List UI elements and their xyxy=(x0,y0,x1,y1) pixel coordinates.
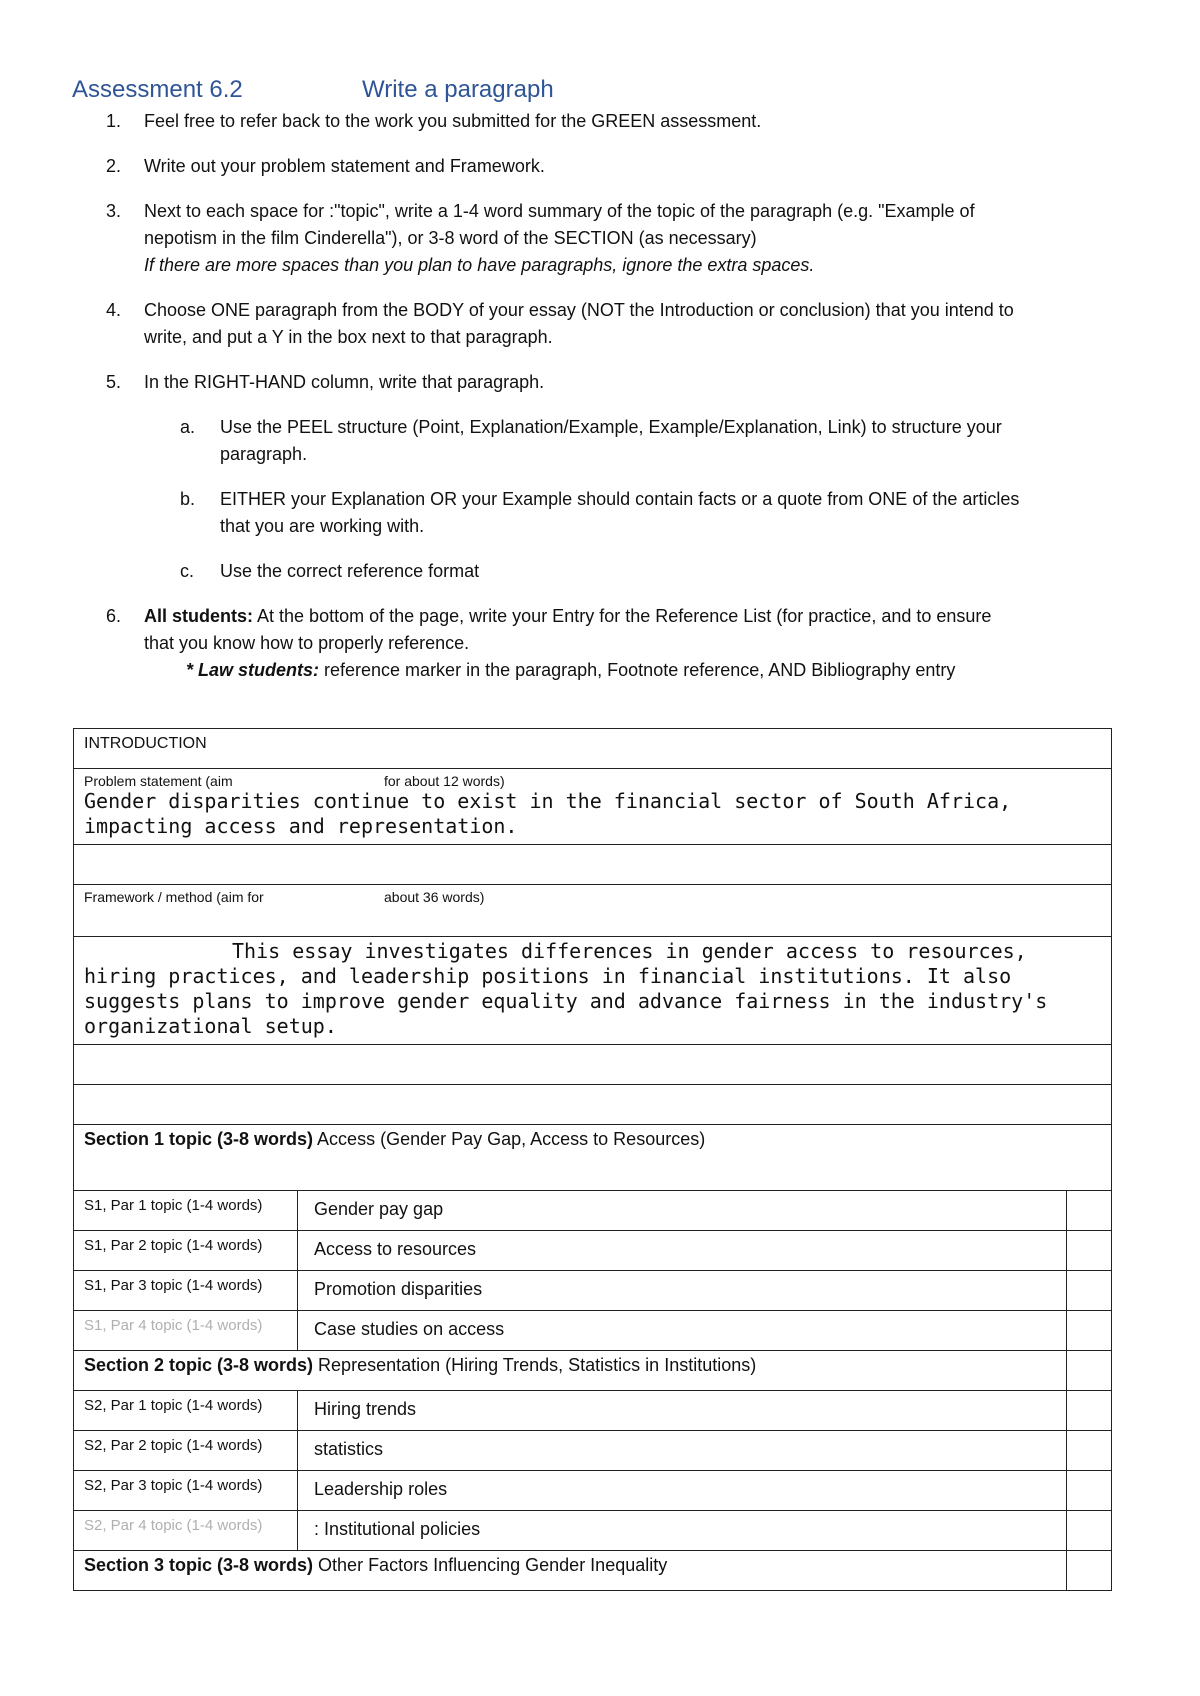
table-row xyxy=(74,885,1112,937)
s1-par1-topic[interactable]: Gender pay gap xyxy=(298,1191,1067,1231)
section-1-topic[interactable]: Section 1 topic (3-8 words) Access (Gender Pay Gap, Access to Resources) xyxy=(74,1125,1112,1191)
table-row: S2, Par 2 topic (1-4 words) statistics xyxy=(74,1431,1112,1471)
s2-par2-topic[interactable]: statistics xyxy=(298,1431,1067,1471)
instruction-step: 6. All students: At the bottom of the page, write your Entry for the Reference List (for practice, and to ensure that you know how to properly reference. * Law students: reference marker in the paragraph, Footnote reference, AND Bibliography entry xyxy=(106,606,992,680)
table-row: S2, Par 4 topic (1-4 words) : Institutional policies xyxy=(74,1511,1112,1551)
instruction-step: 2. Write out your problem statement and Framework. xyxy=(106,156,545,176)
assessment-title: Write a paragraph xyxy=(362,76,554,103)
table-row xyxy=(74,769,1112,845)
framework-text: This essay investigates differences in gender access to resources, hiring practices, and leadership positions in financial institutions. It also suggests plans to improve gender equality and advance fairness in the industry's organizational setup. xyxy=(84,939,1048,1038)
empty-row[interactable] xyxy=(74,845,1112,885)
select-box[interactable] xyxy=(1067,1351,1112,1391)
s2-par4-topic[interactable]: : Institutional policies xyxy=(298,1511,1067,1551)
paragraph-planning-table xyxy=(73,728,1112,1591)
table-row xyxy=(74,1045,1112,1085)
problem-statement-cell[interactable]: Problem statement (aim for about 12 words) Gender disparities continue to exist in the financial sector of South Africa, impacting access and representation. xyxy=(74,769,1112,845)
section-2-topic[interactable]: Section 2 topic (3-8 words) Representation (Hiring Trends, Statistics in Institutions) xyxy=(74,1351,1067,1391)
table-row: S1, Par 1 topic (1-4 words) Gender pay gap xyxy=(74,1191,1112,1231)
instruction-substep: a. Use the PEEL structure (Point, Explanation/Example, Example/Explanation, Link) to structure your paragraph. xyxy=(180,417,1002,464)
select-box[interactable] xyxy=(1067,1271,1112,1311)
select-box[interactable] xyxy=(1067,1551,1112,1591)
assessment-number: Assessment 6.2 xyxy=(72,76,243,103)
s1-par2-topic[interactable]: Access to resources xyxy=(298,1231,1067,1271)
select-box[interactable] xyxy=(1067,1471,1112,1511)
framework-label-cell: Framework / method (aim for about 36 words) xyxy=(74,885,1112,937)
framework-cell[interactable] xyxy=(74,937,1112,1045)
s1-par4-topic[interactable]: Case studies on access xyxy=(298,1311,1067,1351)
problem-statement-text: Gender disparities continue to exist in the financial sector of South Africa, impacting access and representation. xyxy=(84,789,1012,838)
table-row xyxy=(74,729,1112,769)
s2-par3-topic[interactable]: Leadership roles xyxy=(298,1471,1067,1511)
section-3-row xyxy=(74,1551,1112,1591)
section-2-row xyxy=(74,1351,1112,1391)
select-box[interactable] xyxy=(1067,1311,1112,1351)
instruction-step: 1. Feel free to refer back to the work you submitted for the GREEN assessment. xyxy=(106,111,762,131)
select-box[interactable] xyxy=(1067,1191,1112,1231)
instruction-substep: c. Use the correct reference format xyxy=(180,561,480,581)
instructions-list xyxy=(106,108,1136,702)
s1-par3-topic[interactable]: Promotion disparities xyxy=(298,1271,1067,1311)
empty-row[interactable] xyxy=(74,1085,1112,1125)
table-row: S2, Par 3 topic (1-4 words) Leadership roles xyxy=(74,1471,1112,1511)
table-row: S1, Par 4 topic (1-4 words) Case studies on access xyxy=(74,1311,1112,1351)
instruction-step: 3. Next to each space for :"topic", write a 1-4 word summary of the topic of the paragraph (e.g. "Example of nepotism in the film Cinderella"), or 3-8 word of the SECTION (as necessary) If there are more spaces than you plan to have paragraphs, ignore the extra spaces. xyxy=(106,201,975,275)
table-row xyxy=(74,1085,1112,1125)
instruction-step: 5. In the RIGHT-HAND column, write that paragraph. a. Use the PEEL structure (Point, Explanation/Example, Example/Explanation, Link) to structure your paragraph. b. EITHER your Explanation OR your Example should contain facts or a quote from ONE of the articles that you are working with. c. Use the correct reference format xyxy=(106,369,1136,585)
instruction-substep: b. EITHER your Explanation OR your Example should contain facts or a quote from ONE of the articles that you are working with. xyxy=(180,489,1020,536)
table-row xyxy=(74,937,1112,1045)
table-row: S1, Par 2 topic (1-4 words) Access to resources xyxy=(74,1231,1112,1271)
select-box[interactable] xyxy=(1067,1431,1112,1471)
select-box[interactable] xyxy=(1067,1511,1112,1551)
select-box[interactable] xyxy=(1067,1231,1112,1271)
table-row: S1, Par 3 topic (1-4 words) Promotion disparities xyxy=(74,1271,1112,1311)
page-heading xyxy=(72,76,1132,106)
table-row xyxy=(74,845,1112,885)
empty-row[interactable] xyxy=(74,1045,1112,1085)
section-1-row xyxy=(74,1125,1112,1191)
select-box[interactable] xyxy=(1067,1391,1112,1431)
table-row: S2, Par 1 topic (1-4 words) Hiring trends xyxy=(74,1391,1112,1431)
section-3-topic[interactable]: Section 3 topic (3-8 words) Other Factors Influencing Gender Inequality xyxy=(74,1551,1067,1591)
instruction-step: 4. Choose ONE paragraph from the BODY of your essay (NOT the Introduction or conclusion) that you intend to write, and put a Y in the box next to that paragraph. xyxy=(106,300,1014,347)
s2-par1-topic[interactable]: Hiring trends xyxy=(298,1391,1067,1431)
introduction-heading: INTRODUCTION xyxy=(74,729,1112,769)
